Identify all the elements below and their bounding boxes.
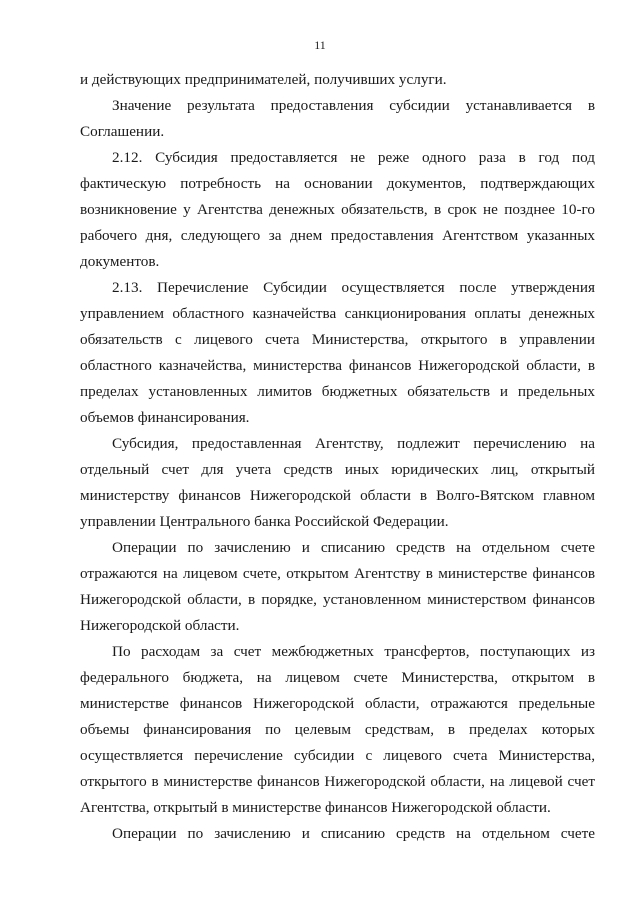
paragraph-2-13: 2.13. Перечисление Субсидии осуществляется после утверждения управлением областного казначейства санкционирования оплаты денежных обязательств с лицевого счета Министерства, открытого в управлении областного казначейства, министерства финансов Нижегородской области, в пределах установленных лимитов бюджетных обязательств и предельных объемов финансирования. bbox=[80, 279, 595, 426]
document-body bbox=[80, 67, 595, 847]
paragraph-interbudget-transfers: По расходам за счет межбюджетных трансфертов, поступающих из федерального бюджета, на лицевом счете Министерства, открытом в министерстве финансов Нижегородской области, отражаются предельные объемы финансирования по целевым средствам, в пределах которых осуществляется перечисление субсидии с лицевого счета Министерства, открытого в министерстве финансов Нижегородской области, на лицевой счет Агентства, открытый в министерстве финансов Нижегородской области. bbox=[80, 643, 595, 816]
paragraph-account-operations-continued: Операции по зачислению и списанию средств на отдельном счете bbox=[112, 825, 595, 842]
paragraph-account-operations: Операции по зачислению и списанию средств на отдельном счете отражаются на лицевом счете, открытом Агентству в министерстве финансов Нижегородской области, в порядке, установленном министерством финансов Нижегородской области. bbox=[80, 539, 595, 634]
paragraph-result-value: Значение результата предоставления субсидии устанавливается в Соглашении. bbox=[80, 97, 595, 140]
paragraph-2-12: 2.12. Субсидия предоставляется не реже одного раза в год под фактическую потребность на основании документов, подтверждающих возникновение у Агентства денежных обязательств, в срок не позднее 10-го рабочего дня, следующего за днем предоставления Агентством указанных документов. bbox=[80, 149, 595, 270]
paragraph-continuation: и действующих предпринимателей, получивших услуги. bbox=[80, 71, 447, 88]
page-number: 11 bbox=[314, 38, 326, 52]
paragraph-subsidy-transfer: Субсидия, предоставленная Агентству, подлежит перечислению на отдельный счет для учета средств иных юридических лиц, открытый министерству финансов Нижегородской области в Волго-Вятском главном управлении Центрального банка Российской Федерации. bbox=[80, 435, 595, 530]
